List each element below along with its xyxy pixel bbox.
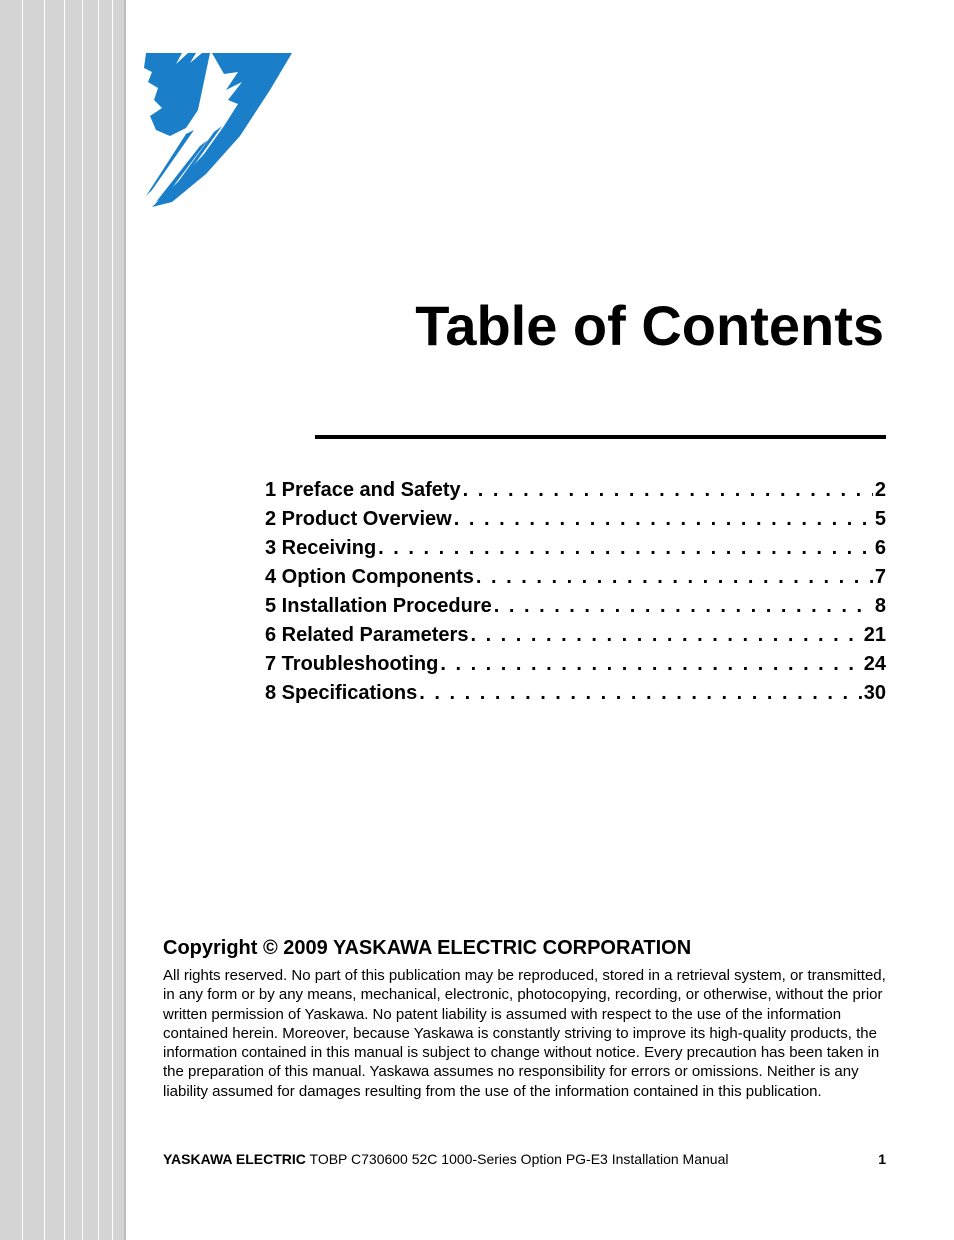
toc-entry-label: 1 Preface and Safety: [265, 479, 461, 501]
toc-leader-dots: [454, 508, 873, 531]
toc-entry-label: 5 Installation Procedure: [265, 595, 492, 617]
copyright-body: All rights reserved. No part of this publication may be reproduced, stored in a retrieval system, or transmitted, in any form or by any means, mechanical, electronic, photocopying, recording, or otherwise, without the prior written permission of Yaskawa. No patent liability is assumed with respect to the use of the information contained herein. Moreover, because Yaskawa is constantly striving to improve its high-quality products, the information contained in this manual is subject to change without notice. Every precaution has been taken in the preparation of this manual. Yaskawa assumes no responsibility for errors or omissions. Neither is any liability assumed for damages resulting from the use of the information contained in this publication.: [163, 967, 886, 1100]
toc-entry-page: 7: [874, 566, 886, 588]
toc-entry-page: 24: [863, 653, 886, 675]
toc-leader-dots: [470, 624, 861, 647]
toc-entry-page: 8: [874, 595, 886, 617]
footer-document-title: [163, 1151, 728, 1167]
toc-entry-page: 5: [874, 508, 886, 530]
toc-entry-label: 3 Receiving: [265, 537, 377, 559]
toc-list: [265, 479, 886, 711]
title-rule: [315, 435, 886, 439]
toc-leader-dots: [476, 566, 873, 589]
left-decorative-band: [0, 0, 126, 1240]
toc-leader-dots: [419, 682, 861, 705]
footer-brand: YASKAWA ELECTRIC: [163, 1151, 306, 1167]
page-footer: [163, 1151, 886, 1167]
toc-entry-page: 21: [863, 624, 886, 646]
toc-entry[interactable]: [265, 595, 886, 624]
footer-doc-name: TOBP C730600 52C 1000-Series Option PG-E3 Installation Manual: [309, 1151, 729, 1167]
toc-entry-label: 2 Product Overview: [265, 508, 452, 530]
copyright-heading: Copyright © 2009 YASKAWA ELECTRIC CORPORATION: [163, 937, 692, 959]
toc-entry[interactable]: [265, 566, 886, 595]
page-title: Table of Contents: [415, 294, 884, 357]
toc-entry-label: 6 Related Parameters: [265, 624, 469, 646]
toc-entry[interactable]: [265, 537, 886, 566]
toc-entry-label: 8 Specifications: [265, 682, 418, 704]
toc-entry[interactable]: [265, 682, 886, 711]
toc-leader-dots: [378, 537, 873, 560]
toc-entry[interactable]: [265, 653, 886, 682]
toc-entry[interactable]: [265, 624, 886, 653]
toc-entry-page: 6: [874, 537, 886, 559]
page-number: 1: [878, 1151, 886, 1167]
toc-leader-dots: [494, 595, 873, 618]
toc-entry[interactable]: [265, 479, 886, 508]
toc-entry-label: 7 Troubleshooting: [265, 653, 439, 675]
toc-entry[interactable]: [265, 508, 886, 537]
toc-leader-dots: [463, 479, 873, 502]
yaskawa-logo-icon: [142, 50, 292, 208]
toc-entry-label: 4 Option Components: [265, 566, 474, 588]
toc-leader-dots: [440, 653, 861, 676]
toc-entry-page: 2: [874, 479, 886, 501]
copyright-section: [163, 937, 888, 1101]
toc-entry-page: 30: [863, 682, 886, 704]
